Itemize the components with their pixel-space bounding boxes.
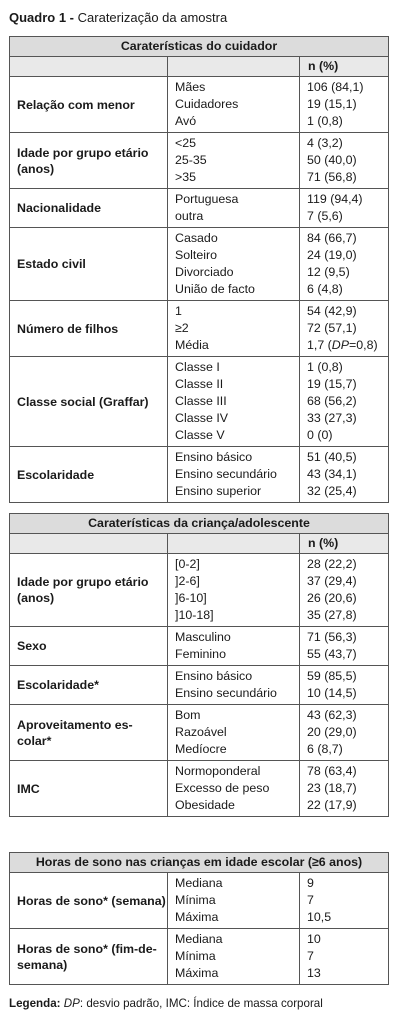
category-label: União de facto [175, 282, 255, 296]
value-text: 19 (15,7) [307, 377, 357, 391]
value-text: 7 (5,6) [307, 209, 343, 223]
category-cell [168, 447, 300, 503]
value-text: 20 (29,0) [307, 725, 357, 739]
category-label: Masculino [175, 630, 231, 644]
value-text: 6 (8,7) [307, 742, 343, 756]
legend [9, 995, 323, 1012]
table-row [10, 133, 389, 189]
legend-label: Legenda: [9, 997, 61, 1010]
category-cell [168, 357, 300, 447]
value-text: 10,5 [307, 910, 332, 924]
category-label: Ensino secundário [175, 686, 277, 700]
category-cell [168, 554, 300, 627]
value-text: 13 [307, 966, 321, 980]
n-column-header: n (%) [300, 57, 389, 77]
category-cell [168, 627, 300, 666]
value-text: 84 (66,7) [307, 231, 357, 245]
value-text: 43 (62,3) [307, 708, 357, 722]
value-cell [300, 929, 389, 985]
child-table-header: Caraterísticas da criança/adolescente [10, 514, 389, 534]
category-label: Ensino básico [175, 450, 253, 464]
category-label: Mediana [175, 932, 223, 946]
category-cell [168, 189, 300, 228]
value-cell [300, 666, 389, 705]
value-text: 33 (27,3) [307, 411, 357, 425]
sleep-table-header: Horas de sono nas crianças em idade escolar (≥6 anos) [10, 853, 389, 873]
value-cell [300, 447, 389, 503]
value-text: 12 (9,5) [307, 265, 350, 279]
value-text: 28 (22,2) [307, 557, 357, 571]
category-cell [168, 873, 300, 929]
value-text: 1 (0,8) [307, 114, 343, 128]
category-cell [168, 228, 300, 301]
category-label: Média [175, 338, 209, 352]
category-label: ≥2 [175, 321, 189, 335]
category-label: Bom [175, 708, 201, 722]
category-label: outra [175, 209, 204, 223]
blank-cell [168, 534, 300, 554]
value-text: 35 (27,8) [307, 608, 357, 622]
row-label: Idade por grupo etário (anos) [10, 554, 168, 627]
value-text: 106 (84,1) [307, 80, 364, 94]
value-cell [300, 873, 389, 929]
category-label: Medíocre [175, 742, 227, 756]
category-label: Máxima [175, 910, 219, 924]
value-text: 10 [307, 932, 321, 946]
value-text: 0 (0) [307, 428, 333, 442]
blank-cell [10, 534, 168, 554]
value-cell [300, 627, 389, 666]
category-label: 25-35 [175, 153, 207, 167]
category-label: Mínima [175, 949, 216, 963]
blank-cell [168, 57, 300, 77]
category-label: >35 [175, 170, 197, 184]
table-row [10, 761, 389, 817]
child-table [9, 513, 389, 817]
value-text: 23 (18,7) [307, 781, 357, 795]
table-row [10, 873, 389, 929]
value-text: 26 (20,6) [307, 591, 357, 605]
table-row [10, 705, 389, 761]
value-text: 1,7 (DP=0,8) [307, 338, 378, 352]
row-label: Escolaridade* [10, 666, 168, 705]
category-cell [168, 705, 300, 761]
caregiver-table [9, 36, 389, 503]
value-cell [300, 554, 389, 627]
value-text: 37 (29,4) [307, 574, 357, 588]
value-cell [300, 761, 389, 817]
category-label: Ensino básico [175, 669, 253, 683]
value-text: 50 (40,0) [307, 153, 357, 167]
category-cell [168, 133, 300, 189]
value-text: 71 (56,3) [307, 630, 357, 644]
category-label: Casado [175, 231, 218, 245]
category-label: Mães [175, 80, 206, 94]
legend-text: DP: desvio padrão, IMC: Índice de massa corporal [63, 997, 323, 1010]
category-label: Ensino secundário [175, 467, 277, 481]
category-label: 1 [175, 304, 182, 318]
category-label: Feminino [175, 647, 226, 661]
row-label: Estado civil [10, 228, 168, 301]
row-label: Escolaridade [10, 447, 168, 503]
value-text: 7 [307, 893, 314, 907]
category-label: Máxima [175, 966, 219, 980]
category-label: Excesso de peso [175, 781, 270, 795]
category-label: Portuguesa [175, 192, 239, 206]
category-label: Divorciado [175, 265, 234, 279]
value-text: 55 (43,7) [307, 647, 357, 661]
category-label: Classe IV [175, 411, 229, 425]
category-label: Mediana [175, 876, 223, 890]
row-label: Número de filhos [10, 301, 168, 357]
value-text: 6 (4,8) [307, 282, 343, 296]
value-text: 9 [307, 876, 314, 890]
value-cell [300, 705, 389, 761]
value-cell [300, 301, 389, 357]
table-title [9, 9, 227, 26]
row-label: Classe social (Graffar) [10, 357, 168, 447]
table-row [10, 666, 389, 705]
sleep-table [9, 852, 389, 985]
table-row [10, 929, 389, 985]
category-label: Classe II [175, 377, 224, 391]
category-label: ]6-10] [175, 591, 207, 605]
row-label: Nacionalidade [10, 189, 168, 228]
category-label: Cuidadores [175, 97, 239, 111]
row-label: Idade por grupo etário (anos) [10, 133, 168, 189]
value-cell [300, 133, 389, 189]
table-row [10, 189, 389, 228]
table-row [10, 301, 389, 357]
category-cell [168, 761, 300, 817]
value-text: 72 (57,1) [307, 321, 357, 335]
table-title-prefix: Quadro 1 - [9, 10, 75, 25]
value-text: 119 (94,4) [307, 192, 363, 206]
blank-cell [10, 57, 168, 77]
row-label: Horas de sono* (fim-de-semana) [10, 929, 168, 985]
value-text: 68 (56,2) [307, 394, 357, 408]
category-label: <25 [175, 136, 197, 150]
category-label: Classe III [175, 394, 227, 408]
value-text: 71 (56,8) [307, 170, 357, 184]
value-text: 1 (0,8) [307, 360, 343, 374]
row-label: Sexo [10, 627, 168, 666]
value-text: 32 (25,4) [307, 484, 357, 498]
table-row [10, 77, 389, 133]
row-label: IMC [10, 761, 168, 817]
n-column-header: n (%) [300, 534, 389, 554]
row-label: Horas de sono* (semana) [10, 873, 168, 929]
value-cell [300, 77, 389, 133]
category-cell [168, 301, 300, 357]
category-label: [0-2] [175, 557, 200, 571]
category-cell [168, 77, 300, 133]
category-label: Mínima [175, 893, 216, 907]
category-label: Classe I [175, 360, 220, 374]
category-label: Obesidade [175, 798, 235, 812]
value-text: 51 (40,5) [307, 450, 357, 464]
row-label: Aproveitamento es-colar* [10, 705, 168, 761]
table-row [10, 447, 389, 503]
category-label: Ensino superior [175, 484, 262, 498]
value-text: 7 [307, 949, 314, 963]
value-text: 19 (15,1) [307, 97, 357, 111]
table-title-text: Caraterização da amostra [77, 10, 228, 25]
value-text: 24 (19,0) [307, 248, 357, 262]
category-label: Razoável [175, 725, 227, 739]
value-cell [300, 189, 389, 228]
table-row [10, 357, 389, 447]
table-row [10, 627, 389, 666]
category-cell [168, 666, 300, 705]
table-row [10, 554, 389, 627]
value-text: 59 (85,5) [307, 669, 357, 683]
category-label: Normoponderal [175, 764, 261, 778]
value-cell [300, 357, 389, 447]
category-label: Avó [175, 114, 197, 128]
category-label: Solteiro [175, 248, 218, 262]
value-text: 43 (34,1) [307, 467, 357, 481]
value-text: 22 (17,9) [307, 798, 357, 812]
value-text: 78 (63,4) [307, 764, 357, 778]
value-text: 4 (3,2) [307, 136, 343, 150]
category-label: Classe V [175, 428, 225, 442]
value-cell [300, 228, 389, 301]
category-cell [168, 929, 300, 985]
row-label: Relação com menor [10, 77, 168, 133]
value-text: 54 (42,9) [307, 304, 357, 318]
caregiver-table-header: Caraterísticas do cuidador [10, 37, 389, 57]
category-label: ]10-18] [175, 608, 214, 622]
table-row [10, 228, 389, 301]
value-text: 10 (14,5) [307, 686, 357, 700]
category-label: ]2-6] [175, 574, 200, 588]
